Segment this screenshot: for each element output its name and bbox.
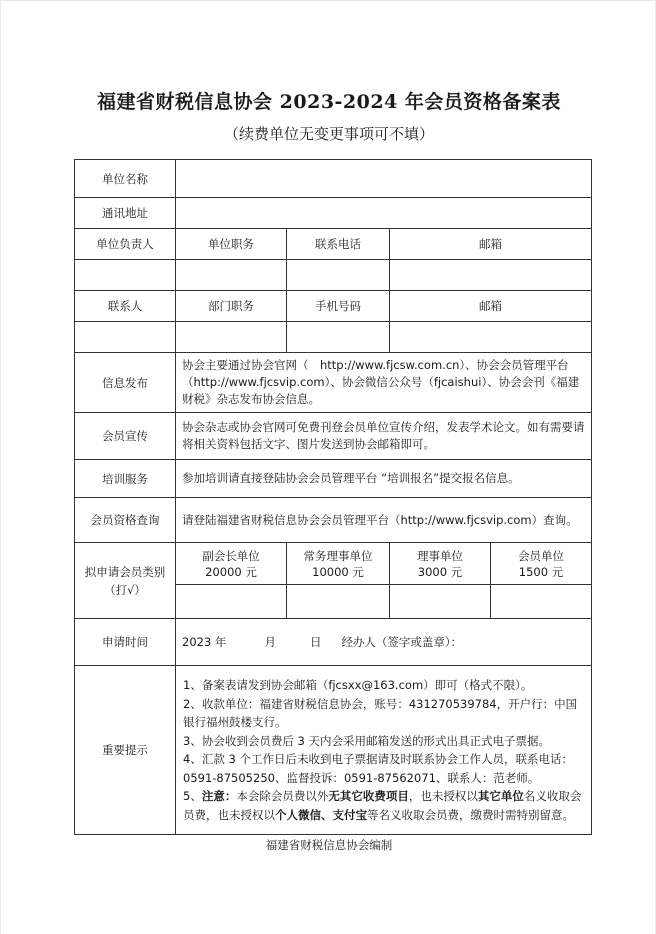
check-member[interactable] (491, 585, 592, 619)
unit-name-field[interactable] (176, 160, 592, 198)
note-5-text: 名义收取会员费，也未授权以 (183, 789, 582, 822)
info-release-label: 信息发布 (75, 353, 176, 413)
note-5-emphasis: 无其它收费项目 (328, 789, 409, 803)
note-5-number: 5、 (183, 789, 202, 803)
note-4: 4、汇款 3 个工作日后未收到电子票据请及时联系协会工作人员，联系电话：0591-87505250、监督投诉：0591-87562071、联系人：范老师。 (183, 752, 573, 785)
type-fee: 10000 元 (312, 564, 364, 579)
type-fee: 3000 元 (417, 564, 463, 579)
notes-label: 重要提示 (75, 666, 176, 835)
check-standing-director[interactable] (287, 585, 390, 619)
note-5-text: ，也未授权以 (408, 789, 478, 803)
note-5-emphasis: 其它单位 (477, 789, 524, 803)
apply-month: 月 (264, 634, 276, 649)
training-label: 培训服务 (75, 460, 176, 498)
contact-mobile-header: 手机号码 (287, 291, 390, 322)
apply-time-row[interactable] (176, 619, 592, 666)
apply-year: 2023 年 (182, 634, 227, 649)
contact-dept-header: 部门职务 (176, 291, 287, 322)
type-name: 副会长单位 (202, 548, 260, 563)
page-title: 福建省财税信息协会 2023-2024 年会员资格备案表 (97, 91, 561, 113)
publicity-text: 协会杂志或协会官网可免费刊登会员单位宣传介绍，发表学术论文。如有需要请将相关资料包括文字、图片发送到协会邮箱即可。 (176, 413, 592, 460)
address-field[interactable] (176, 198, 592, 229)
page-subtitle: （续费单位无变更事项可不填） (223, 125, 434, 143)
page-footer: 福建省财税信息协会编制 (265, 838, 393, 852)
leader-label: 单位负责人 (75, 229, 176, 260)
apply-day: 日 (309, 634, 322, 649)
notes-content (176, 666, 592, 835)
contact-email-field[interactable] (390, 322, 592, 353)
member-type-member (491, 543, 592, 585)
leader-position-header: 单位职务 (176, 229, 287, 260)
registration-table (74, 159, 592, 835)
member-type-label (75, 543, 176, 619)
type-name: 理事单位 (417, 548, 463, 563)
type-name: 会员单位 (518, 548, 564, 563)
note-5-emphasis: 个人微信、支付宝 (275, 807, 367, 822)
contact-label: 联系人 (75, 291, 176, 322)
note-2: 2、收款单位：福建省财税信息协会，账号：431270539784，开户行：中国银行福州鼓楼支行。 (183, 696, 578, 729)
handler-signature: 经办人（签字或盖章）： (341, 634, 463, 649)
unit-name-label: 单位名称 (75, 160, 176, 198)
leader-email-field[interactable] (390, 260, 592, 291)
contact-mobile-field[interactable] (287, 322, 390, 353)
contact-dept-field[interactable] (176, 322, 287, 353)
check-director[interactable] (390, 585, 491, 619)
training-text: 参加培训请直接登陆协会会员管理平台 “培训报名”提交报名信息。 (176, 460, 592, 498)
leader-position-field[interactable] (176, 260, 287, 291)
member-type-label-line2: （打√） (104, 582, 146, 597)
type-fee: 20000 元 (205, 564, 257, 579)
publicity-label: 会员宣传 (75, 413, 176, 460)
address-label: 通讯地址 (75, 198, 176, 229)
note-5-text: 等名义收取会员费，缴费时需特别留意。 (367, 807, 574, 822)
type-fee: 1500 元 (518, 564, 564, 579)
info-release-text: 协会主要通过协会官网（ http://www.fjcsw.com.cn）、协会会员管理平台（http://www.fjcsvip.com）、协会微信公众号（fjcaishui）、协会会刊《福建财税》杂志发布协会信息。 (176, 353, 592, 413)
note-3: 3、协会收到会员费后 3 天内会采用邮箱发送的形式出具正式电子票据。 (183, 733, 550, 748)
type-name: 常务理事单位 (303, 548, 373, 563)
leader-name-field[interactable] (75, 260, 176, 291)
check-vice-president[interactable] (176, 585, 287, 619)
leader-phone-header: 联系电话 (287, 229, 390, 260)
contact-email-header: 邮箱 (390, 291, 592, 322)
apply-time-label: 申请时间 (75, 619, 176, 666)
note-5 (183, 787, 584, 824)
leader-email-header: 邮箱 (390, 229, 592, 260)
note-1: 1、备案表请发到协会邮箱（fjcsxx@163.com）即可（格式不限）。 (183, 678, 533, 692)
query-text: 请登陆福建省财税信息协会会员管理平台（http://www.fjcsvip.com）查询。 (176, 498, 592, 543)
note-5-attention: 注意： (201, 789, 237, 803)
member-type-vice-president (176, 543, 287, 585)
member-type-standing-director (287, 543, 390, 585)
contact-name-field[interactable] (75, 322, 176, 353)
member-type-director (390, 543, 491, 585)
member-type-label-line1: 拟申请会员类别 (84, 564, 166, 579)
note-5-text: 本会除会员费以外 (236, 789, 329, 803)
leader-phone-field[interactable] (287, 260, 390, 291)
query-label: 会员资格查询 (75, 498, 176, 543)
